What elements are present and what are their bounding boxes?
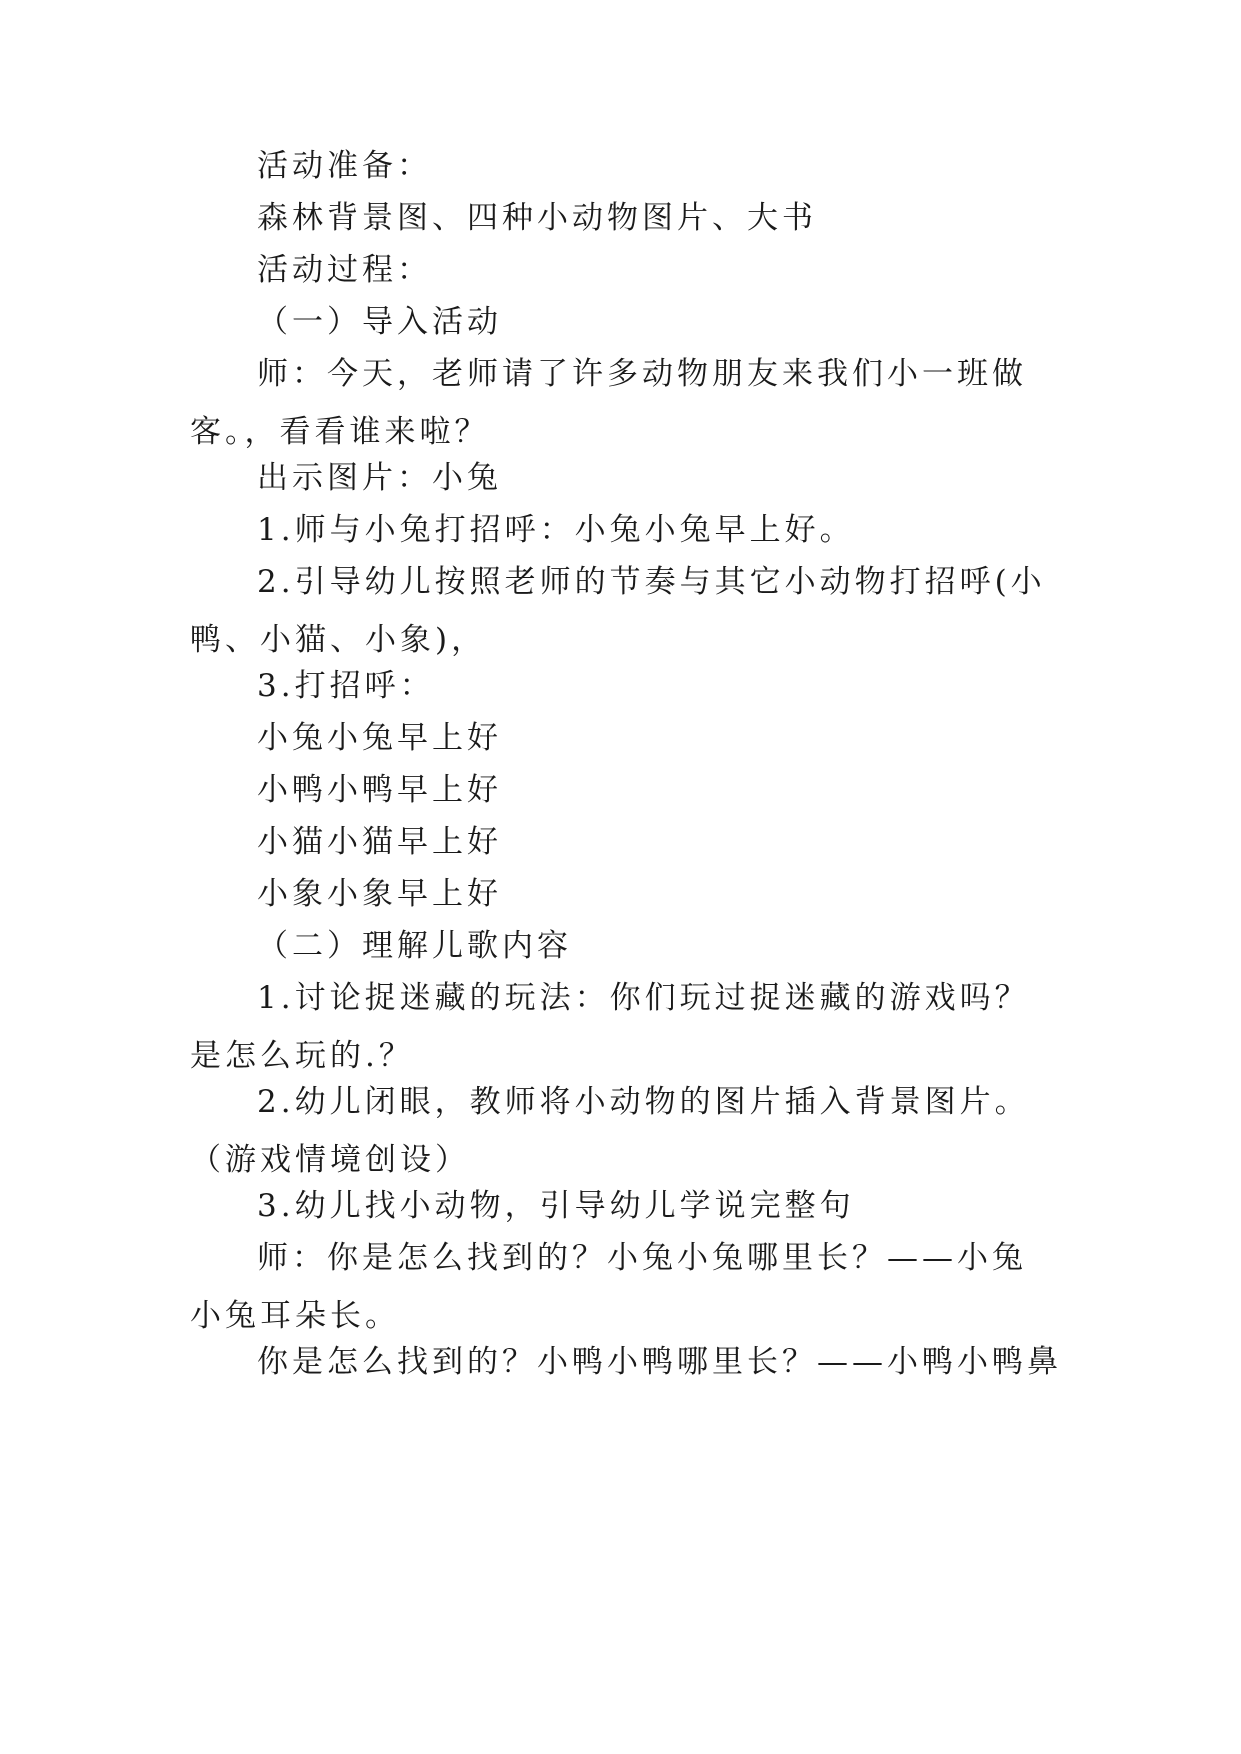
verse-line-rabbit: 小兔小兔早上好 (257, 720, 502, 756)
paragraph-discuss: 1.讨论捉迷藏的玩法：你们玩过捉迷藏的游戏吗？是怎么玩的.？ (190, 980, 1030, 1074)
paragraph-duck-question: 你是怎么找到的？小鸭小鸭哪里长？——小鸭小鸭鼻 (257, 1344, 1062, 1380)
verse-line-cat: 小猫小猫早上好 (257, 824, 502, 860)
verse-line-elephant: 小象小象早上好 (257, 876, 502, 912)
paragraph-step-3: 3.打招呼： (257, 668, 435, 704)
paragraph-materials: 森林背景图、四种小动物图片、大书 (257, 200, 817, 236)
section-heading-understand: （二）理解儿歌内容 (257, 928, 572, 964)
paragraph-step-1: 1.师与小兔打招呼：小兔小兔早上好。 (257, 512, 855, 548)
paragraph-teacher-intro: 师：今天，老师请了许多动物朋友来我们小一班做客。，看看谁来啦？ (190, 356, 1027, 450)
paragraph-find-animals: 3.幼儿找小动物，引导幼儿学说完整句 (257, 1188, 855, 1224)
paragraph-step-2: 2.引导幼儿按照老师的节奏与其它小动物打招呼(小鸭、小猫、小象)， (190, 564, 1046, 658)
section-heading-intro: （一）导入活动 (257, 304, 502, 340)
paragraph-close-eyes: 2.幼儿闭眼，教师将小动物的图片插入背景图片。（游戏情境创设） (190, 1084, 1030, 1178)
paragraph-rabbit-question: 师：你是怎么找到的？小兔小兔哪里长？——小兔小兔耳朵长。 (190, 1240, 1027, 1334)
paragraph-activity-process: 活动过程： (257, 252, 432, 288)
paragraph-activity-preparation: 活动准备： (257, 148, 432, 184)
verse-line-duck: 小鸭小鸭早上好 (257, 772, 502, 808)
paragraph-show-picture: 出示图片：小兔 (257, 460, 502, 496)
